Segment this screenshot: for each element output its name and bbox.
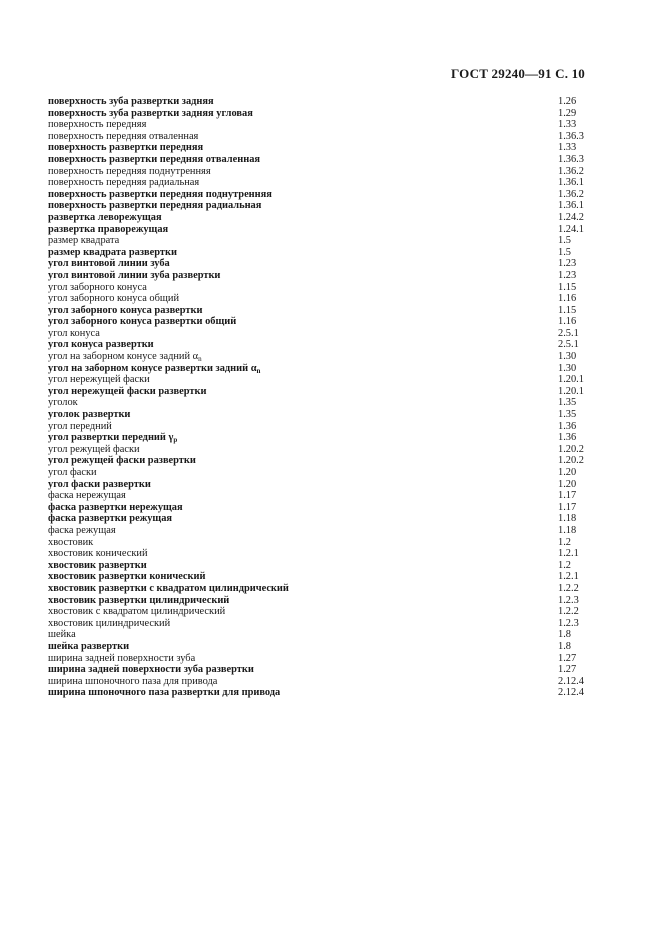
index-entry [48, 421, 588, 433]
index-entry [48, 687, 588, 699]
index-term-subscript: n [256, 366, 261, 375]
index-reference-number: 1.16 [558, 316, 577, 328]
index-reference-number: 1.20.1 [558, 374, 584, 386]
index-term [48, 676, 217, 688]
index-term [48, 502, 183, 514]
index-term [48, 142, 203, 154]
page-header: ГОСТ 29240—91 С. 10 [451, 66, 585, 81]
index-reference-number: 1.2.3 [558, 617, 579, 629]
index-term [48, 293, 179, 305]
index-term-text: поверхность развертки передняя [48, 142, 204, 154]
index-term [48, 687, 280, 699]
index-reference-number: 1.36 [558, 432, 577, 444]
index-term [48, 200, 261, 212]
index-term-text: хвостовик конический [48, 548, 148, 560]
index-reference-number: 1.36.3 [558, 130, 584, 142]
index-reference-number: 1.36.1 [558, 200, 584, 212]
index-entry [48, 328, 588, 340]
index-term-text: поверхность передняя отваленная [48, 130, 199, 142]
index-reference-number: 1.27 [558, 652, 577, 664]
index-term-text: фаска развертки режущая [48, 513, 173, 525]
index-term [48, 96, 214, 108]
index-term [48, 235, 119, 247]
index-term-text: угол на заборном конусе развертки задний α [48, 362, 257, 374]
index-entry [48, 595, 588, 607]
index-reference-number: 1.36 [558, 420, 577, 432]
index-term [48, 513, 172, 525]
index-entry [48, 235, 588, 247]
index-entry [48, 502, 588, 514]
index-reference-number: 1.23 [558, 269, 577, 281]
index-term [48, 455, 196, 467]
index-term-text: поверхность развертки передняя отваленная [48, 153, 261, 165]
index-term-subscript: n [198, 355, 202, 364]
index-reference-number: 2.12.4 [558, 675, 584, 687]
index-reference-number: 1.2.1 [558, 548, 579, 560]
index-term [48, 154, 260, 166]
index-reference-number: 1.36.3 [558, 153, 584, 165]
index-term-text: хвостовик развертки цилиндрический [48, 594, 230, 606]
index-reference-number: 1.20.2 [558, 455, 584, 467]
index-entry [48, 618, 588, 630]
index-reference-number: 1.2.2 [558, 606, 579, 618]
index-reference-number: 1.18 [558, 513, 577, 525]
index-term [48, 421, 112, 433]
index-reference-number: 1.2 [558, 536, 571, 548]
index-term-text: ширина задней поверхности зуба [48, 652, 196, 664]
index-entry [48, 606, 588, 618]
index-entry [48, 490, 588, 502]
index-reference-number: 1.8 [558, 629, 571, 641]
index-entry [48, 444, 588, 456]
index-term-text: поверхность развертки передняя радиальная [48, 200, 262, 212]
index-reference-number: 1.20 [558, 467, 577, 478]
index-entry [48, 305, 588, 317]
index-term [48, 305, 203, 317]
index-term-text: уголок развертки [48, 409, 131, 421]
index-term [48, 583, 289, 595]
index-term [48, 409, 130, 421]
index-term-text: угол нережущей фаски развертки [48, 385, 207, 397]
index-entry [48, 560, 588, 572]
index-term [48, 386, 207, 398]
index-entry [48, 641, 588, 653]
index-term-text: угол заборного конуса общий [48, 293, 180, 305]
index-entry [48, 270, 588, 282]
index-term [48, 548, 148, 560]
index-term-text: угол на заборном конусе задний α [48, 351, 199, 363]
index-term-text: поверхность передняя радиальная [48, 177, 200, 189]
index-reference-number: 1.20.1 [558, 385, 584, 397]
index-entry [48, 525, 588, 537]
index-entry [48, 664, 588, 676]
index-term-text: угол винтовой линии зуба [48, 258, 170, 270]
index-entry [48, 386, 588, 398]
index-term [48, 571, 206, 583]
index-term [48, 444, 140, 456]
index-term-text: поверхность зуба развертки задняя угловая [48, 107, 253, 119]
index-term-text: развертка леворежущая [48, 211, 162, 223]
index-term-text: уголок [48, 397, 78, 409]
index-entry [48, 96, 588, 108]
index-entry [48, 409, 588, 421]
index-term-text: ширина шпоночного паза для привода [48, 675, 218, 687]
index-reference-number: 1.8 [558, 640, 571, 652]
index-entry [48, 177, 588, 189]
index-entry [48, 189, 588, 201]
index-term [48, 595, 229, 607]
index-term-text: размер квадрата [48, 235, 120, 247]
index-term [48, 641, 129, 653]
index-term-text: шейка [48, 629, 76, 641]
index-term [48, 467, 97, 479]
index-term [48, 664, 254, 676]
index-reference-number: 1.29 [558, 107, 577, 119]
index-term [48, 653, 195, 665]
index-reference-number: 1.2 [558, 559, 571, 571]
index-entry [48, 676, 588, 688]
index-entry [48, 212, 588, 224]
index-term [48, 282, 147, 294]
index-reference-number: 1.26 [558, 96, 577, 107]
index-entry [48, 351, 588, 363]
index-reference-number: 1.15 [558, 304, 577, 316]
index-term-text: поверхность передняя [48, 119, 147, 131]
index-reference-number: 1.24.2 [558, 211, 584, 223]
index-reference-number: 2.5.1 [558, 339, 579, 351]
index-reference-number: 1.36.1 [558, 177, 584, 189]
index-term [48, 166, 211, 178]
index-entry [48, 363, 588, 375]
index-entry [48, 142, 588, 154]
index-term-text: хвостовик с квадратом цилиндрический [48, 606, 226, 618]
index-term-text: угол заборного конуса развертки общий [48, 316, 237, 328]
index-reference-number: 1.2.1 [558, 571, 579, 583]
term-index-list [48, 96, 588, 699]
index-term-text: поверхность передняя поднутренняя [48, 165, 211, 177]
index-term-text: хвостовик [48, 536, 94, 548]
index-term-text: фаска развертки нережущая [48, 501, 183, 513]
index-reference-number: 1.2.3 [558, 594, 579, 606]
index-term-text: размер квадрата развертки [48, 246, 177, 258]
index-entry [48, 108, 588, 120]
index-reference-number: 1.27 [558, 664, 577, 676]
index-reference-number: 1.33 [558, 142, 577, 154]
index-reference-number: 1.36.2 [558, 165, 584, 177]
index-term-text: угол заборного конуса [48, 281, 147, 293]
index-reference-number: 1.5 [558, 235, 571, 247]
index-entry [48, 548, 588, 560]
index-reference-number: 1.20 [558, 478, 577, 490]
index-term [48, 270, 220, 282]
index-term-text: угол режущей фаски развертки [48, 455, 196, 467]
index-term-text: фаска режущая [48, 524, 116, 536]
index-reference-number: 2.12.4 [558, 687, 584, 699]
index-term-text: угол передний [48, 420, 112, 432]
index-term-text: ширина задней поверхности зуба развертки [48, 664, 254, 676]
index-entry [48, 479, 588, 491]
index-term-text: угол фаски развертки [48, 478, 151, 490]
index-reference-number: 1.35 [558, 409, 577, 421]
index-term-text: поверхность развертки передняя поднутренняя [48, 188, 272, 200]
index-entry [48, 397, 588, 409]
index-reference-number: 1.5 [558, 246, 571, 258]
index-term [48, 490, 126, 502]
index-term-text: угол фаски [48, 467, 97, 478]
index-term-text: угол режущей фаски [48, 443, 140, 455]
index-entry [48, 537, 588, 549]
index-term [48, 189, 272, 201]
index-term-text: угол нережущей фаски [48, 374, 150, 386]
index-entry [48, 316, 588, 328]
index-term-text: угол конуса развертки [48, 339, 154, 351]
index-term [48, 316, 236, 328]
index-reference-number: 1.23 [558, 258, 577, 270]
index-term-text: хвостовик развертки конический [48, 571, 206, 583]
index-reference-number: 1.16 [558, 293, 577, 305]
index-term [48, 177, 199, 189]
index-entry [48, 282, 588, 294]
index-term [48, 537, 93, 549]
index-term-text: шейка развертки [48, 640, 130, 652]
index-entry [48, 293, 588, 305]
index-reference-number: 1.24.1 [558, 223, 584, 235]
index-term [48, 560, 147, 572]
index-reference-number: 1.33 [558, 119, 577, 131]
index-entry [48, 247, 588, 259]
index-entry [48, 432, 588, 444]
index-term [48, 525, 116, 537]
index-entry [48, 224, 588, 236]
index-reference-number: 1.36.2 [558, 188, 584, 200]
index-term-text: угол конуса [48, 327, 100, 339]
index-term-text: угол развертки передний γ [48, 432, 174, 444]
index-term-text: развертка праворежущая [48, 223, 169, 235]
index-term [48, 629, 76, 641]
index-term [48, 131, 198, 143]
index-term-text: фаска нережущая [48, 490, 126, 502]
index-reference-number: 1.30 [558, 351, 577, 363]
index-term-text: хвостовик цилиндрический [48, 617, 171, 629]
index-term [48, 108, 253, 120]
index-term [48, 618, 170, 630]
index-term [48, 374, 150, 386]
index-entry [48, 374, 588, 386]
index-term-text: хвостовик развертки с квадратом цилиндрический [48, 582, 289, 594]
index-term-text: хвостовик развертки [48, 559, 147, 571]
index-term-subscript: p [173, 436, 178, 445]
index-term [48, 119, 146, 131]
index-term-text: угол заборного конуса развертки [48, 304, 203, 316]
index-entry [48, 119, 588, 131]
index-reference-number: 1.35 [558, 397, 577, 409]
index-entry [48, 513, 588, 525]
index-reference-number: 1.18 [558, 524, 577, 536]
index-entry [48, 455, 588, 467]
index-reference-number: 1.20.2 [558, 443, 584, 455]
index-term-text: угол винтовой линии зуба развертки [48, 269, 221, 281]
index-term [48, 606, 225, 618]
index-reference-number: 1.17 [558, 501, 577, 513]
index-reference-number: 1.15 [558, 281, 577, 293]
index-entry [48, 629, 588, 641]
index-term [48, 212, 162, 224]
index-term [48, 339, 154, 351]
index-term [48, 247, 177, 259]
index-reference-number: 1.30 [558, 362, 577, 374]
index-term-text: ширина шпоночного паза развертки для привода [48, 687, 281, 699]
index-reference-number: 1.2.2 [558, 582, 579, 594]
index-entry [48, 583, 588, 595]
index-entry [48, 200, 588, 212]
index-entry [48, 131, 588, 143]
index-term [48, 397, 78, 409]
index-term [48, 224, 168, 236]
index-term [48, 479, 151, 491]
index-reference-number: 1.17 [558, 490, 577, 502]
index-entry [48, 339, 588, 351]
index-entry [48, 154, 588, 166]
index-entry [48, 467, 588, 479]
index-entry [48, 653, 588, 665]
index-reference-number: 2.5.1 [558, 327, 579, 339]
index-term [48, 258, 170, 270]
index-term-text: поверхность зуба развертки задняя [48, 96, 214, 107]
index-entry [48, 258, 588, 270]
index-term [48, 328, 100, 340]
index-entry [48, 166, 588, 178]
index-entry [48, 571, 588, 583]
